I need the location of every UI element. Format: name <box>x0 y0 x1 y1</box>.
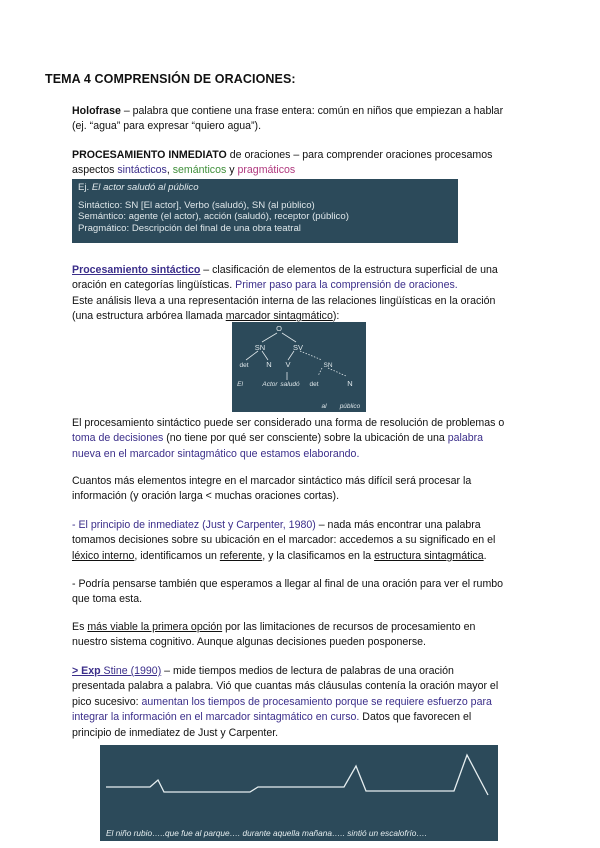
comma-sep: , <box>166 164 173 177</box>
cuantos-line2: información (y oración larga < muchas oraciones cortas). <box>72 490 340 503</box>
holofrase-term: Holofrase <box>72 105 121 117</box>
tree-leaf-al: al <box>321 403 327 410</box>
procesamiento-inmediato-term: PROCESAMIENTO INMEDIATO <box>72 149 227 161</box>
referente-term: referente <box>219 549 263 562</box>
arborea-end: ): <box>332 310 340 323</box>
toma-decisiones-text: toma de decisiones <box>72 432 164 445</box>
stine-line4: Datos que favorecen el <box>359 711 472 724</box>
example-line-semantico: Semántico: agente (el actor), acción (saludó), receptor (público) <box>78 211 349 223</box>
lexico-interno-term: léxico interno <box>72 549 135 562</box>
representacion-text: Este análisis lleva a una representación interna de las relaciones lingüísticas en la oración <box>72 294 496 307</box>
tree-edge <box>318 368 322 376</box>
tree-leaf-actor: Actor <box>262 381 278 388</box>
semanticos-text: semánticos <box>172 164 227 177</box>
example-sentence: El actor saludó al público <box>91 182 199 193</box>
exp-label: > Exp <box>72 665 101 677</box>
tree-node-O: O <box>276 324 282 333</box>
example-line-sintactico: Sintáctico: SN [El actor], Verbo (saludó), SN (al público) <box>78 199 315 211</box>
podria-line2: que toma esta. <box>72 593 143 606</box>
viable-line1: por las limitaciones de recursos de procesamiento en <box>222 621 476 633</box>
tree-leaf-el: El <box>237 381 243 388</box>
tree-node-det: det <box>239 362 249 369</box>
podria-line1: - Podría pensarse también que esperamos a llegar al final de una oración para ver el rumbo <box>72 578 504 590</box>
procesamiento-inmediato-paragraph <box>72 148 532 179</box>
stine-line5: principio de inmediatez de Just y Carpenter. <box>72 726 279 739</box>
tree-edge <box>300 351 322 360</box>
tree-edge <box>282 333 296 342</box>
reading-time-graph <box>100 745 498 841</box>
resolucion-line3: nueva en el marcador sintagmático que estamos elaborando. <box>72 447 360 460</box>
categorias-text: oración en categorías lingüísticas. <box>72 279 236 292</box>
y-sep: y <box>226 164 238 177</box>
palabra-text: palabra <box>447 432 484 445</box>
estructura-sintagmatica-term: estructura sintagmática <box>374 549 484 562</box>
stine-line2: presentada palabra a palabra. Vió que cuantas más cláusulas contenía la oración mayor el <box>72 680 499 693</box>
reading-time-line <box>106 755 488 795</box>
tree-leaf-publico: público <box>339 403 361 410</box>
tree-node-N: N <box>266 360 272 369</box>
podria-paragraph <box>72 577 532 608</box>
principio-inmediatez-title: - El principio de inmediatez (Just y Carpenter, 1980) <box>72 519 316 531</box>
stine-line3: pico sucesivo: <box>72 695 142 708</box>
stine-reference: Stine (1990) <box>100 665 162 677</box>
example-line-pragmatico: Pragmático: Descripción del final de una obra teatral <box>78 222 301 234</box>
holofrase-paragraph <box>72 104 532 135</box>
marcador-sintagmatico-term: marcador sintagmático <box>225 310 333 323</box>
cuantos-line1: Cuantos más elementos integre en el marcador sintáctico más difícil será procesar la <box>72 475 472 487</box>
holofrase-example: (ej. “agua” para expresar “quiero agua”). <box>72 120 262 133</box>
primera-opcion-term: más viable la primera opción <box>87 621 223 633</box>
example-box <box>72 179 458 243</box>
integrar-text: integrar la información en el marcador sintagmático en curso. <box>72 711 360 724</box>
tree-node-SN2: SN <box>323 362 333 369</box>
tree-node-SV: SV <box>292 343 304 352</box>
principio-end: . <box>483 549 487 562</box>
aspectos-label: aspectos <box>72 164 118 177</box>
viable-start: Es <box>72 621 88 633</box>
tree-node-SN: SN <box>254 343 266 352</box>
holofrase-def: – palabra que contiene una frase entera: común en niños que empiezan a hablar <box>120 105 504 117</box>
tree-leaf-saludo: saludó <box>280 381 300 388</box>
syntax-tree-diagram <box>232 322 366 412</box>
tree-edge <box>246 351 258 360</box>
stine-line1: – mide tiempos medios de lectura de palabras de una oración <box>161 665 454 677</box>
viable-paragraph <box>72 620 532 651</box>
aumentan-text: aumentan los tiempos de procesamiento porque se requiere esfuerzo para <box>141 695 492 708</box>
principio-mid2: , y la clasificamos en la <box>262 549 375 562</box>
pragmaticos-text: pragmáticos <box>237 164 296 177</box>
example-label: Ej. <box>78 182 92 193</box>
principio-line2: tomamos decisiones sobre su ubicación en el marcador: accedemos a su significado en el <box>72 534 496 547</box>
principio-paragraph <box>72 518 532 564</box>
cuantos-paragraph <box>72 474 532 505</box>
tree-node-det2: det <box>309 381 319 388</box>
tree-edge <box>262 351 268 360</box>
arborea-text: (una estructura arbórea llamada <box>72 310 226 323</box>
graph-caption: El niño rubio…..que fue al parque…. durante aquella mañana….. sintió un escalofrío…. <box>106 828 428 838</box>
resolucion-paragraph <box>72 416 532 462</box>
resolucion-line2: (no tiene por qué ser consciente) sobre la ubicación de una <box>163 432 448 445</box>
primer-paso-text: Primer paso para la comprensión de oraciones. <box>235 279 458 292</box>
sintacticos-text: sintácticos <box>117 164 167 177</box>
tree-edge <box>262 333 277 342</box>
tree-edge <box>288 351 294 360</box>
viable-line2: nuestro sistema cognitivo. Aunque algunas decisiones pueden posponerse. <box>72 636 426 649</box>
procesamiento-sintactico-term: Procesamiento sintáctico <box>72 264 201 276</box>
tree-node-V: V <box>285 360 291 369</box>
tree-node-N2: N <box>347 379 353 388</box>
resolucion-line1: El procesamiento sintáctico puede ser considerado una forma de resolución de problemas o <box>72 417 505 429</box>
principio-mid: , identificamos un <box>134 549 220 562</box>
procesamiento-sintactico-def: – clasificación de elementos de la estructura superficial de una <box>200 264 498 276</box>
procesamiento-sintactico-paragraph <box>72 263 532 325</box>
tree-edge <box>328 368 346 376</box>
stine-paragraph <box>72 664 532 741</box>
page-title: TEMA 4 COMPRENSIÓN DE ORACIONES: <box>45 72 296 86</box>
principio-line1: – nada más encontrar una palabra <box>315 519 481 531</box>
procesamiento-inmediato-def: de oraciones – para comprender oraciones procesamos <box>226 149 493 161</box>
